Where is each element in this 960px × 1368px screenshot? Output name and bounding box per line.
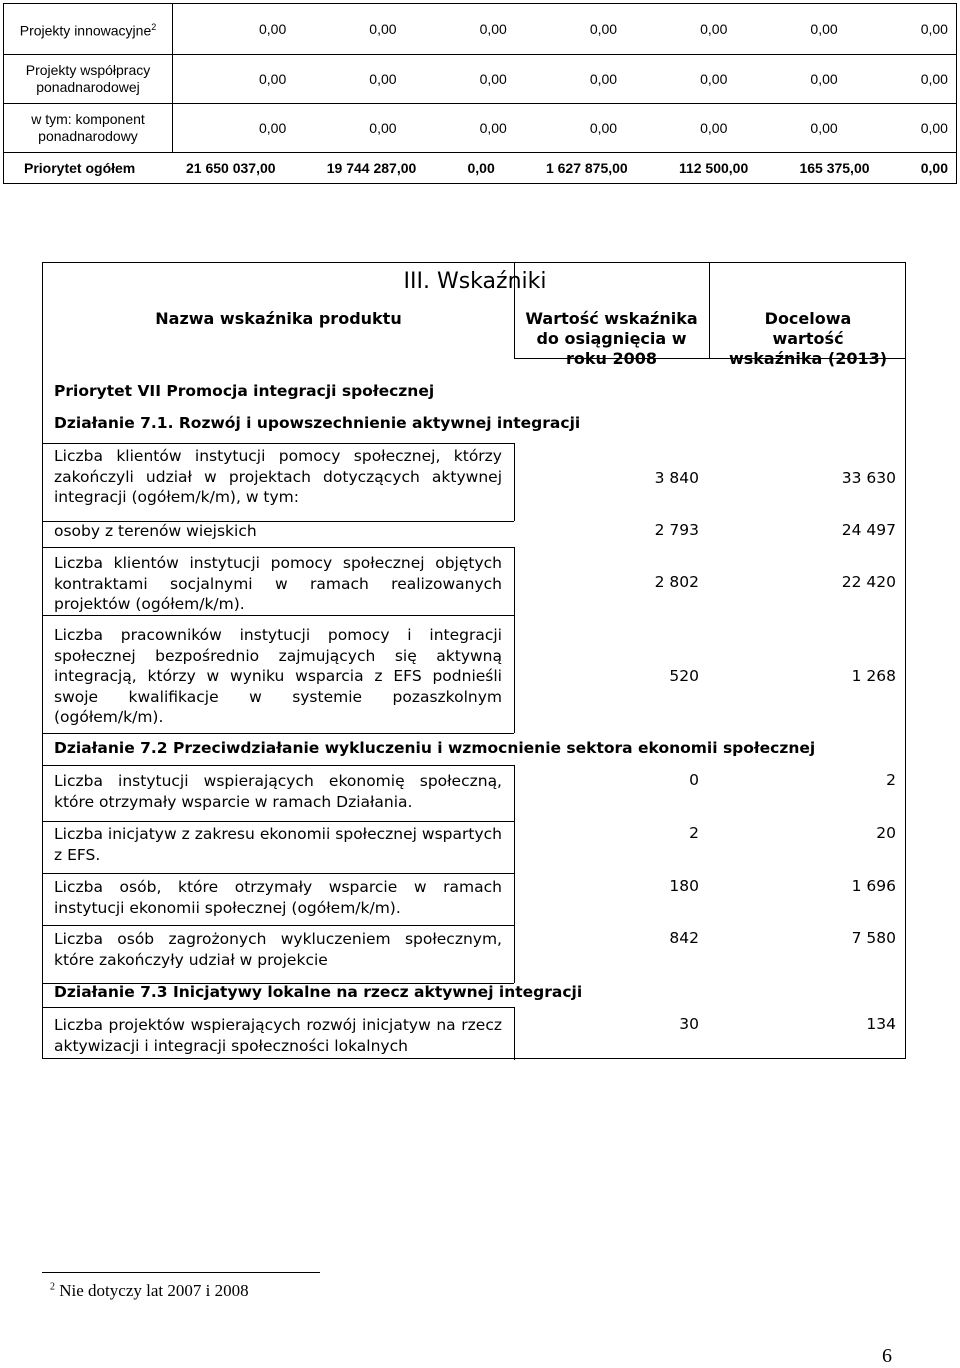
section-title: III. Wskaźniki	[403, 269, 547, 294]
column-header-name: Nazwa wskaźnika produktu	[155, 309, 402, 328]
table-row: Projekty innowacyjne$^2$ 0,00 0,00 0,00 0,00 0,00 0,00 0,00	[4, 4, 957, 55]
table-row: Projekty współpracy ponadnarodowej 0,00 0,00 0,00 0,00 0,00 0,00 0,00	[4, 55, 957, 104]
footnote-separator	[42, 1272, 320, 1273]
indicator-target-2013: 1 268	[851, 667, 896, 685]
indicator-target-2013: 20	[876, 824, 896, 842]
footnote: $^2$ Nie dotyczy lat 2007 i 2008	[50, 1281, 249, 1300]
indicator-target-2013: 2	[886, 771, 896, 789]
indicator-name: Liczba inicjatyw z zakresu ekonomii społecznej wspartych z EFS.	[54, 825, 502, 864]
indicator-value-2008: 520	[669, 667, 699, 685]
indicator-name: Liczba projektów wspierających rozwój inicjatyw na rzecz aktywizacji i integracji społeczności lokalnych	[54, 1016, 502, 1055]
indicator-value-2008: 30	[679, 1015, 699, 1033]
indicators-table	[42, 262, 906, 1059]
indicator-value-2008: 2 793	[654, 521, 699, 539]
action-heading: Działanie 7.1. Rozwój i upowszechnienie aktywnej integracji	[54, 414, 581, 432]
indicator-value-2008: 0	[689, 771, 699, 789]
action-heading: Działanie 7.2 Przeciwdziałanie wykluczeniu i wzmocnienie sektora ekonomii społecznej	[54, 739, 816, 757]
indicator-name: Liczba osób, które otrzymały wsparcie w ramach instytucji ekonomii społecznej (ogółem/k/m).	[54, 878, 502, 917]
budget-table	[3, 3, 957, 184]
table-row-total: Priorytet ogółem 21 650 037,00 19 744 287,00 0,00 1 627 875,00 112 500,00 165 375,00 0,00	[4, 153, 957, 184]
column-header-value-2008: Wartość wskaźnika do osiągnięcia w roku 2008	[525, 309, 698, 368]
indicator-value-2008: 180	[669, 877, 699, 895]
indicator-value-2008: 2 802	[654, 573, 699, 591]
column-header-target-2013: Docelowa wartość wskaźnika (2013)	[728, 309, 888, 368]
indicator-name: Liczba pracowników instytucji pomocy i integracji społecznej bezpośrednio zajmujących się aktywną integracją, którzy w wyniku wsparcia z EFS podnieśli swoje kwalifikacje w systemie pozaszkolnym (ogółem/k/m).	[54, 626, 502, 726]
indicator-name: osoby z terenów wiejskich	[54, 522, 257, 540]
indicator-name: Liczba klientów instytucji pomocy społecznej objętych kontraktami socjalnymi w ramach realizowanych projektów (ogółem/k/m).	[54, 554, 502, 613]
page-number: 6	[882, 1345, 892, 1367]
row-label: Projekty współpracy ponadnarodowej	[4, 55, 173, 104]
priority-heading: Priorytet VII Promocja integracji społecznej	[54, 382, 435, 400]
indicator-target-2013: 24 497	[841, 521, 896, 539]
indicator-value-2008: 842	[669, 929, 699, 947]
indicator-value-2008: 3 840	[654, 469, 699, 487]
row-label: Projekty innowacyjne$^2$	[4, 4, 173, 55]
table-row: w tym: komponent ponadnarodowy 0,00 0,00 0,00 0,00 0,00 0,00 0,00	[4, 104, 957, 153]
indicator-target-2013: 7 580	[851, 929, 896, 947]
indicator-target-2013: 1 696	[851, 877, 896, 895]
indicator-name: Liczba osób zagrożonych wykluczeniem społecznym, które zakończyły udział w projekcie	[54, 930, 502, 969]
indicator-name: Liczba instytucji wspierających ekonomię społeczną, które otrzymały wsparcie w ramach Działania.	[54, 772, 502, 811]
indicator-target-2013: 22 420	[841, 573, 896, 591]
indicator-value-2008: 2	[689, 824, 699, 842]
indicator-target-2013: 33 630	[841, 469, 896, 487]
row-label: w tym: komponent ponadnarodowy	[4, 104, 173, 153]
indicator-target-2013: 134	[866, 1015, 896, 1033]
action-heading: Działanie 7.3 Inicjatywy lokalne na rzecz aktywnej integracji	[54, 983, 583, 1001]
indicator-name: Liczba klientów instytucji pomocy społecznej, którzy zakończyli udział w projektach dotyczących aktywnej integracji (ogółem/k/m), w tym:	[54, 447, 502, 506]
row-label: Priorytet ogółem	[24, 159, 136, 176]
